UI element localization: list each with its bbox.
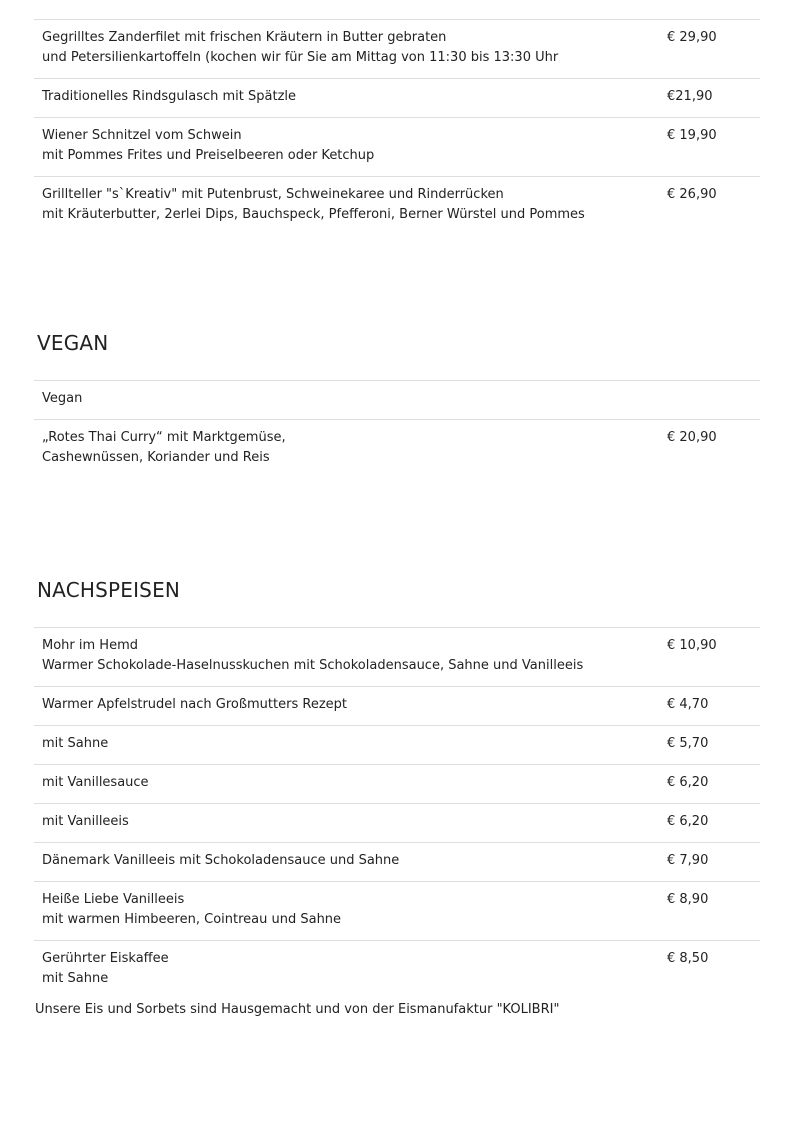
menu-item-row [34, 20, 760, 79]
menu-item-name: Heiße Liebe Vanilleeis [42, 892, 185, 907]
menu-item-price: € 7,90 [667, 853, 709, 868]
section-title-desserts: NACHSPEISEN [37, 578, 181, 602]
menu-item-row [34, 882, 760, 941]
menu-item-price: € 5,70 [667, 736, 709, 751]
menu-item-detail: Cashewnüssen, Koriander und Reis [42, 450, 270, 465]
menu-item-detail: mit Pommes Frites und Preiselbeeren oder Ketchup [42, 148, 375, 163]
menu-item-price [659, 381, 760, 420]
menu-item-description [34, 765, 659, 804]
desserts-table [34, 627, 760, 999]
menu-item-row [34, 765, 760, 804]
menu-item-name: Mohr im Hemd [42, 638, 138, 653]
menu-item-description [34, 843, 659, 882]
menu-item-price: €21,90 [667, 89, 713, 104]
menu-item-row [34, 726, 760, 765]
menu-item-description [34, 177, 659, 236]
menu-item-row [34, 118, 760, 177]
menu-item-name: „Rotes Thai Curry“ mit Marktgemüse, [42, 430, 286, 445]
menu-item-row [34, 628, 760, 687]
menu-item-name: Gerührter Eiskaffee [42, 951, 169, 966]
menu-item-description [34, 687, 659, 726]
menu-item-price: € 4,70 [667, 697, 709, 712]
menu-item-price: € 19,90 [667, 128, 717, 143]
menu-item-name: Gegrilltes Zanderfilet mit frischen Kräutern in Butter gebraten [42, 30, 447, 45]
menu-item-detail: und Petersilienkartoffeln (kochen wir für Sie am Mittag von 11:30 bis 13:30 Uhr [42, 50, 559, 65]
menu-item-description [34, 628, 659, 687]
menu-item-name: mit Vanilleeis [42, 814, 129, 829]
menu-item-description [34, 118, 659, 177]
menu-item-description [34, 941, 659, 1000]
menu-item-description [34, 804, 659, 843]
menu-item-name: Traditionelles Rindsgulasch mit Spätzle [42, 89, 297, 104]
menu-item-name: Dänemark Vanilleeis mit Schokoladensauce und Sahne [42, 853, 400, 868]
menu-item-row [34, 177, 760, 236]
menu-item-detail: mit Kräuterbutter, 2erlei Dips, Bauchspeck, Pfefferoni, Berner Würstel und Pommes [42, 207, 585, 222]
main-dishes-table [34, 19, 760, 235]
menu-item-row [34, 804, 760, 843]
menu-item-price: € 26,90 [667, 187, 717, 202]
menu-item-detail: mit warmen Himbeeren, Cointreau und Sahne [42, 912, 342, 927]
menu-item-price: € 6,20 [667, 814, 709, 829]
menu-category-row [34, 381, 760, 420]
menu-item-row [34, 79, 760, 118]
section-title-vegan: VEGAN [37, 331, 109, 355]
menu-item-row [34, 843, 760, 882]
menu-item-price: € 20,90 [667, 430, 717, 445]
menu-item-description [34, 420, 659, 479]
menu-item-price: € 29,90 [667, 30, 717, 45]
menu-item-name: mit Sahne [42, 736, 109, 751]
menu-item-price: € 8,50 [667, 951, 709, 966]
menu-item-row [34, 420, 760, 479]
menu-item-description [34, 79, 659, 118]
menu-item-price: € 8,90 [667, 892, 709, 907]
menu-item-price: € 10,90 [667, 638, 717, 653]
menu-category-name: Vegan [42, 391, 83, 406]
vegan-table [34, 380, 760, 478]
menu-item-description [34, 20, 659, 79]
menu-category-label [34, 381, 659, 420]
menu-item-price: € 6,20 [667, 775, 709, 790]
menu-item-description [34, 726, 659, 765]
menu-item-name: Grillteller "s`Kreativ" mit Putenbrust, Schweinekaree und Rinderrücken [42, 187, 504, 202]
menu-item-detail: mit Sahne [42, 971, 109, 986]
menu-item-description [34, 882, 659, 941]
menu-item-name: Wiener Schnitzel vom Schwein [42, 128, 242, 143]
menu-item-name: Warmer Apfelstrudel nach Großmutters Rezept [42, 697, 347, 712]
menu-item-detail: Warmer Schokolade-Haselnusskuchen mit Schokoladensauce, Sahne und Vanilleeis [42, 658, 584, 673]
menu-item-row [34, 687, 760, 726]
menu-item-name: mit Vanillesauce [42, 775, 149, 790]
desserts-footnote: Unsere Eis und Sorbets sind Hausgemacht und von der Eismanufaktur "KOLIBRI" [35, 1002, 560, 1017]
menu-item-row [34, 941, 760, 1000]
